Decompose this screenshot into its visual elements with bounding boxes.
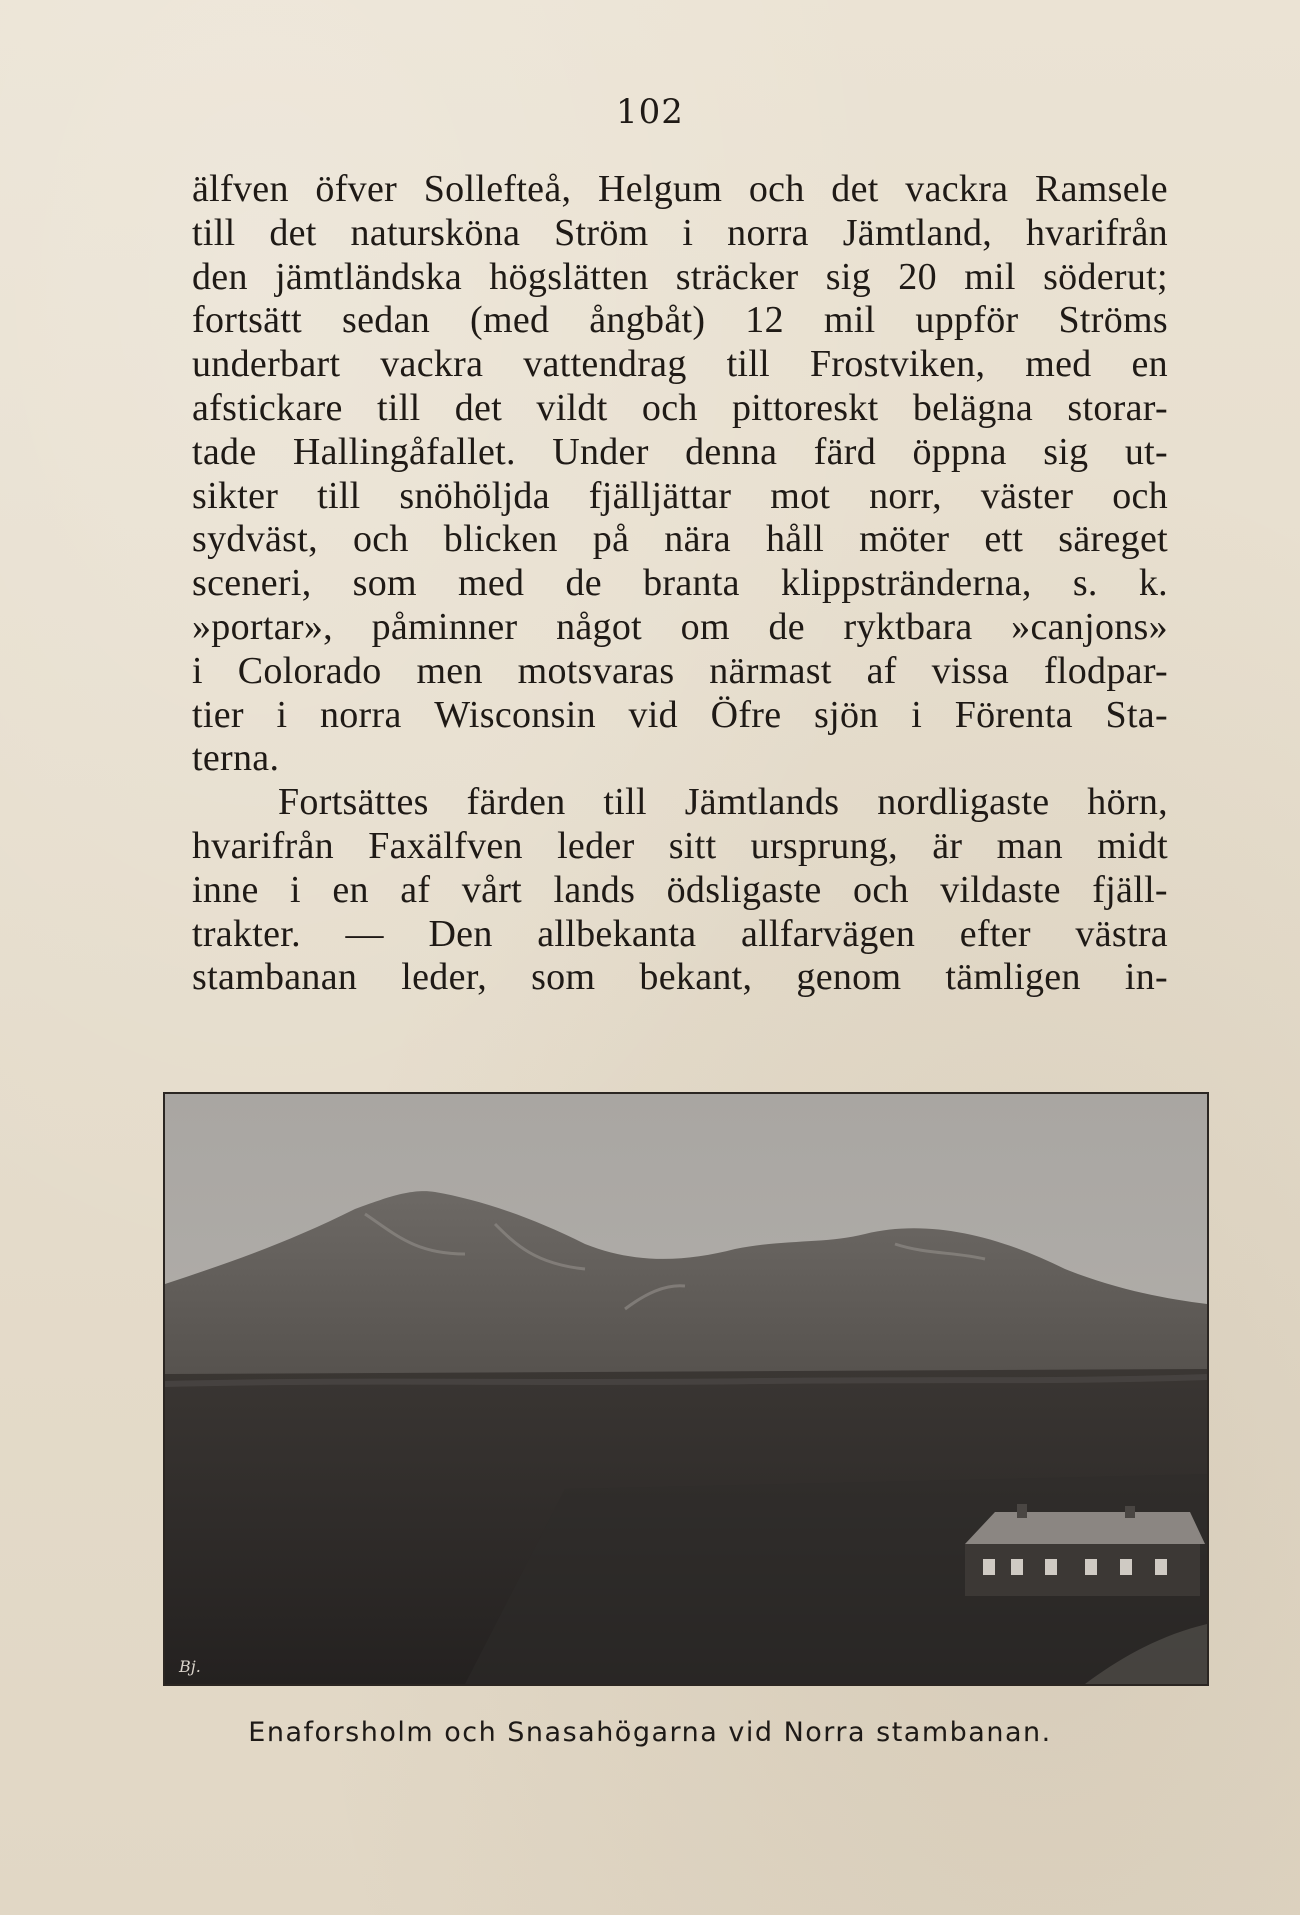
- word: och: [748, 168, 805, 210]
- word: färd: [813, 430, 877, 473]
- word: natursköna: [350, 211, 521, 254]
- word: k.: [1138, 562, 1168, 605]
- word: fjäll-: [1092, 868, 1168, 911]
- word: är: [932, 824, 963, 867]
- text-line: [192, 475, 1168, 519]
- word: älfven: [192, 168, 289, 210]
- word: Förenta: [954, 693, 1073, 736]
- word: hörn,: [1087, 781, 1168, 824]
- word: de: [768, 605, 805, 648]
- text-line: [192, 956, 1168, 1000]
- word: Wisconsin: [434, 693, 596, 736]
- word: om: [680, 605, 730, 648]
- word: af: [866, 649, 897, 692]
- word: norra: [727, 211, 809, 254]
- word: Sollefteå,: [423, 168, 572, 210]
- text-line: [192, 650, 1168, 694]
- word: vackra: [905, 168, 1009, 210]
- word: som: [531, 956, 596, 999]
- text-line: [192, 825, 1168, 869]
- word: sjön: [814, 693, 879, 736]
- word: den: [192, 255, 248, 298]
- word: Hallingåfallet.: [292, 430, 516, 473]
- word: de: [565, 562, 602, 605]
- text-line: [192, 212, 1168, 256]
- page-number: 102: [616, 92, 684, 132]
- word: tier: [192, 693, 244, 736]
- word: en: [332, 868, 369, 911]
- word: det: [269, 211, 317, 254]
- text-line: [192, 343, 1168, 387]
- text-line: [192, 562, 1168, 606]
- word: i: [290, 868, 301, 911]
- text-line: [192, 299, 1168, 343]
- photo-illustration: [165, 1094, 1207, 1684]
- word: hvarifrån: [1025, 211, 1168, 254]
- word: mil: [823, 299, 876, 342]
- word: lands: [553, 868, 636, 911]
- word: Jämtland,: [842, 211, 993, 254]
- body-text: [192, 168, 1168, 1000]
- word: pittoreskt: [731, 386, 879, 429]
- word: tade: [192, 430, 257, 473]
- word: till: [603, 781, 647, 824]
- word: som: [352, 562, 417, 605]
- word: en: [1131, 343, 1168, 386]
- word: sitt: [668, 824, 717, 867]
- word: vackra: [380, 343, 484, 386]
- word: »portar»,: [192, 605, 333, 648]
- word: högslätten: [489, 255, 649, 298]
- word: fortsätt: [192, 299, 303, 342]
- paragraph-1: [192, 168, 1168, 781]
- word: håll: [765, 518, 825, 561]
- word: man: [996, 824, 1063, 867]
- text-line: [192, 869, 1168, 913]
- word: till: [192, 211, 236, 254]
- word: hvarifrån: [192, 824, 334, 867]
- word: i: [911, 693, 923, 736]
- word: allfarvägen: [740, 912, 916, 955]
- word: ödsligaste: [666, 868, 822, 911]
- word: norr,: [869, 474, 942, 517]
- word: genom: [796, 956, 902, 999]
- word: afstickare: [192, 386, 343, 429]
- text-line: [192, 518, 1168, 562]
- word: något: [556, 605, 643, 648]
- word: Helgum: [597, 168, 723, 210]
- word: Fortsättes: [278, 781, 429, 824]
- word: blicken: [443, 518, 558, 561]
- word: inne: [192, 868, 259, 911]
- word: nordligaste: [877, 781, 1050, 824]
- word: trakter.: [192, 912, 301, 955]
- word: färden: [466, 781, 566, 824]
- word: sträcker: [675, 255, 799, 298]
- word: till: [377, 386, 421, 429]
- word: storar-: [1067, 386, 1168, 429]
- word: säreget: [1058, 518, 1168, 561]
- word: 12: [745, 299, 784, 342]
- word: vid: [628, 693, 678, 736]
- word: i: [192, 649, 203, 692]
- word: sydväst,: [192, 518, 318, 561]
- photo-caption: Enaforsholm och Snasahögarna vid Norra stambanan.: [248, 1717, 1052, 1748]
- word: ut-: [1124, 430, 1168, 473]
- landscape-photo: [163, 1092, 1209, 1686]
- word: det: [831, 168, 879, 210]
- word: bekant,: [639, 956, 753, 999]
- word: underbart: [192, 343, 341, 386]
- word: ryktbara: [843, 605, 973, 648]
- word: närmast: [709, 649, 832, 692]
- word: efter: [959, 912, 1031, 955]
- word: s.: [1072, 562, 1098, 605]
- word: af: [400, 868, 431, 911]
- word: söderut;: [1043, 255, 1168, 298]
- word: leder,: [401, 956, 488, 999]
- photographer-signature: Bj.: [179, 1657, 201, 1676]
- word: in-: [1124, 956, 1168, 999]
- text-line: [192, 168, 1168, 212]
- text-line: [192, 781, 1168, 825]
- word: Ströms: [1058, 299, 1168, 342]
- word: i: [682, 211, 694, 254]
- word: allbekanta: [537, 912, 697, 955]
- word: vårt: [461, 868, 523, 911]
- word: sikter: [192, 474, 279, 517]
- text-line: [192, 913, 1168, 957]
- word: sig: [825, 255, 871, 298]
- word: sceneri,: [192, 562, 312, 605]
- word: Jämtlands: [684, 781, 840, 824]
- word: tämligen: [945, 956, 1081, 999]
- word: (med: [470, 299, 550, 342]
- word: leder: [557, 824, 635, 867]
- word: möter: [859, 518, 950, 561]
- word: men: [416, 649, 483, 692]
- word: med: [1025, 343, 1092, 386]
- word: klippstränderna,: [781, 562, 1032, 605]
- word: ursprung,: [750, 824, 898, 867]
- word: —: [345, 912, 384, 955]
- word: jämtländska: [275, 255, 462, 298]
- word: sig: [1043, 430, 1089, 473]
- word: Sta-: [1105, 693, 1168, 736]
- word: sedan: [342, 299, 431, 342]
- word: i: [276, 693, 288, 736]
- word: Under: [552, 430, 649, 473]
- word: till: [317, 474, 361, 517]
- text-line: [192, 431, 1168, 475]
- word: öppna: [912, 430, 1007, 473]
- word: mil: [964, 255, 1016, 298]
- word: ångbåt): [589, 299, 706, 342]
- farmhouse: [965, 1504, 1205, 1596]
- word: branta: [643, 562, 740, 605]
- word: på: [592, 518, 630, 561]
- text-line: [192, 694, 1168, 738]
- word: flodpar-: [1043, 649, 1168, 692]
- word: Ström: [554, 211, 649, 254]
- word: »canjons»: [1011, 605, 1168, 648]
- word: 20: [898, 255, 937, 298]
- word: och: [1112, 474, 1168, 517]
- word: motsvaras: [517, 649, 675, 692]
- word: vattendrag: [523, 343, 687, 386]
- word: påminner: [371, 605, 518, 648]
- word: vildaste: [940, 868, 1061, 911]
- word: med: [458, 562, 525, 605]
- word: midt: [1097, 824, 1168, 867]
- word: det: [454, 386, 503, 429]
- text-line: [192, 606, 1168, 650]
- word: västra: [1075, 912, 1168, 955]
- word: Ramsele: [1035, 168, 1168, 210]
- word: till: [726, 343, 770, 386]
- word: Den: [428, 912, 493, 955]
- word: öfver: [315, 168, 398, 210]
- text-line: [192, 387, 1168, 431]
- word: stambanan: [192, 956, 358, 999]
- word: och: [352, 518, 409, 561]
- word: uppför: [915, 299, 1019, 342]
- word: terna.: [192, 737, 280, 780]
- word: norra: [319, 693, 402, 736]
- word: denna: [685, 430, 778, 473]
- text-line: [192, 737, 1168, 781]
- word: vissa: [931, 649, 1010, 692]
- word: fjälljättar: [588, 474, 732, 517]
- word: snöhöljda: [399, 474, 550, 517]
- word: ett: [984, 518, 1024, 561]
- word: Colorado: [237, 649, 382, 692]
- word: Öfre: [710, 693, 782, 736]
- word: Faxälfven: [368, 824, 523, 867]
- paragraph-2: [192, 781, 1168, 1000]
- word: Frostviken,: [809, 343, 986, 386]
- word: väster: [980, 474, 1074, 517]
- text-line: [192, 256, 1168, 300]
- word: nära: [664, 518, 731, 561]
- word: och: [641, 386, 698, 429]
- word: och: [853, 868, 909, 911]
- word: belägna: [912, 386, 1034, 429]
- word: vildt: [536, 386, 608, 429]
- word: mot: [770, 474, 831, 517]
